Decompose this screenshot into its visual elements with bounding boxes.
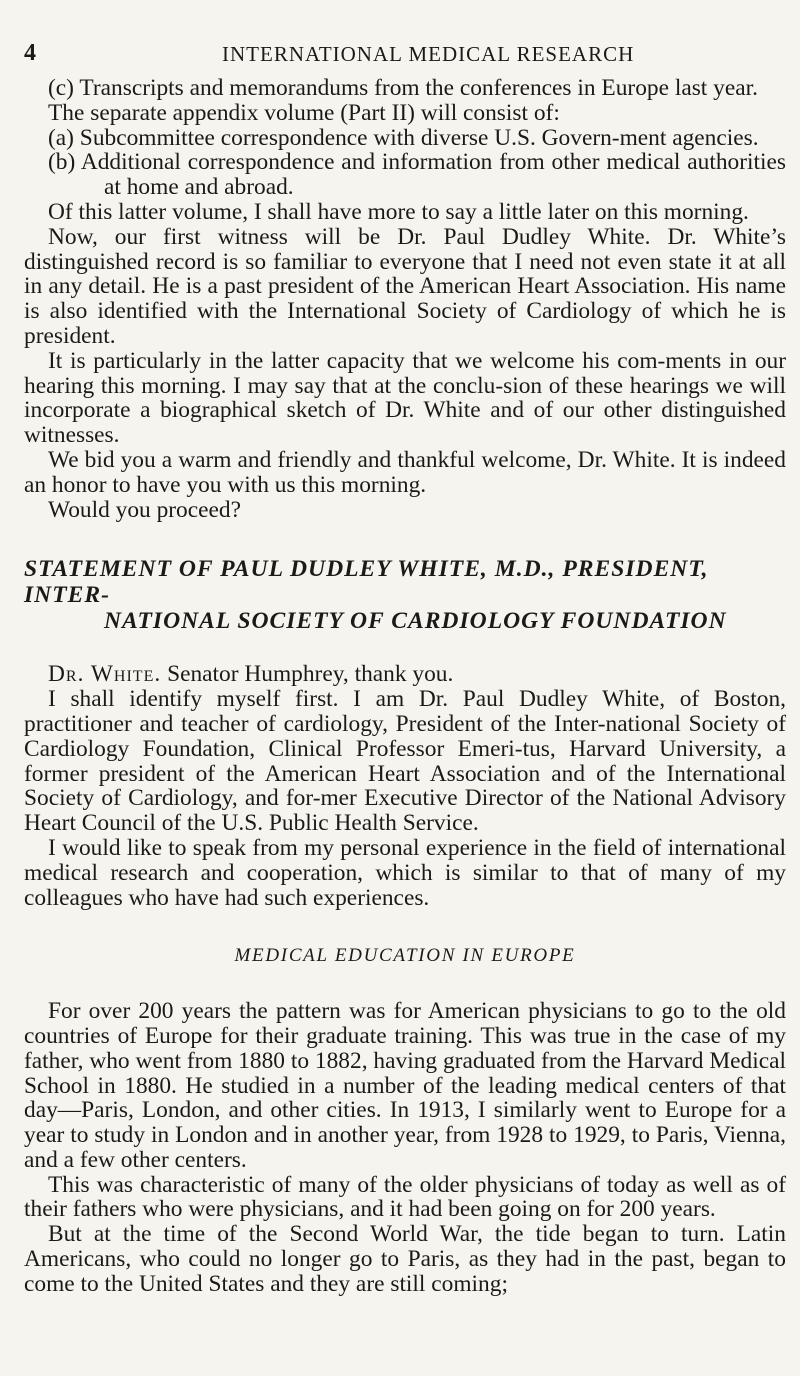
running-head: INTERNATIONAL MEDICAL RESEARCH — [222, 42, 635, 66]
paragraph-c-item: (c) Transcripts and memorandums from the conferences in Europe last year. — [48, 75, 758, 101]
paragraph-experience: I would like to speak from my personal experience in the field of international medical research and cooperation, which is similar to that of many of my colleagues who have had such experiences. — [24, 834, 786, 911]
paragraph-tide: But at the time of the Second World War, the tide began to turn. Latin Americans, who could no longer go to Paris, as they had in the past, began to come to the United States and they are still coming; — [24, 1221, 786, 1297]
paragraph-latter-volume: Of this latter volume, I shall have more to say a little later on this morning. — [48, 198, 749, 225]
statement-title — [24, 556, 786, 634]
paragraph-appendix-intro: The separate appendix volume (Part II) will consist of: — [48, 99, 560, 126]
paragraph-opening — [24, 662, 786, 687]
paragraph-proceed: Would you proceed? — [48, 496, 241, 523]
paragraph-b-item: (b) Additional correspondence and information from other medical authorities at home and abroad. — [48, 149, 786, 201]
section-heading: MEDICAL EDUCATION IN EUROPE — [234, 945, 576, 967]
paragraph-identify: I shall identify myself first. I am Dr. Paul Dudley White, of Boston, practitioner and teacher of cardiology, President of the Inter-national Society of Cardiology Foundation, Clinical Professor Emeri-tus, Harvard University, a former president of the American Heart Association and of the International Society of Cardiology, and for-mer Executive Director of the National Advisory Heart Council of the U.S. Public Health Service. — [24, 686, 786, 837]
paragraph-characteristic: This was characteristic of many of the older physicians of today as well as of their fathers who were physicians, and it had been going on for 200 years. — [24, 1171, 786, 1223]
paragraph-first-witness: Now, our first witness will be Dr. Paul Dudley White. Dr. White’s distinguished record is so familiar to everyone that I need not even state it at all in any detail. He is a past president of the American Heart Association. His name is also identified with the International Society of Cardiology of which he is president. — [24, 223, 786, 349]
speaker-name: Dr. White. — [48, 661, 162, 688]
page-number: 4 — [24, 40, 37, 66]
paragraph-pattern: For over 200 years the pattern was for American physicians to go to the old countries of Europe for their graduate training. This was true in the case of my father, who went from 1880 to 1882, having graduated from the Harvard Medical School in 1880. He studied in a number of the leading medical centers of that day—Paris, London, and other cities. In 1913, I similarly went to Europe for a year to study in London and in another year, from 1928 to 1929, to Paris, Vienna, and a few other centers. — [24, 998, 786, 1173]
paragraph-warm-welcome: We bid you a warm and friendly and thankful welcome, Dr. White. It is indeed an honor to have you with us this morning. — [24, 446, 786, 498]
page-header — [24, 40, 786, 76]
paragraph-welcome-comments: It is particularly in the latter capacity that we welcome his com-ments in our hearing this morning. I may say that at the conclu-sion of these hearings we will incorporate a biographical sketch of Dr. White and of our other distinguished witnesses. — [24, 347, 786, 449]
opening-text: Senator Humphrey, thank you. — [167, 661, 454, 688]
paragraph-a-item: (a) Subcommittee correspondence with diverse U.S. Govern-ment agencies. — [48, 124, 759, 151]
statement-title-line2: NATIONAL SOCIETY OF CARDIOLOGY FOUNDATION — [104, 608, 727, 635]
statement-title-line1: STATEMENT OF PAUL DUDLEY WHITE, M.D., PRESIDENT, INTER- — [24, 556, 709, 609]
